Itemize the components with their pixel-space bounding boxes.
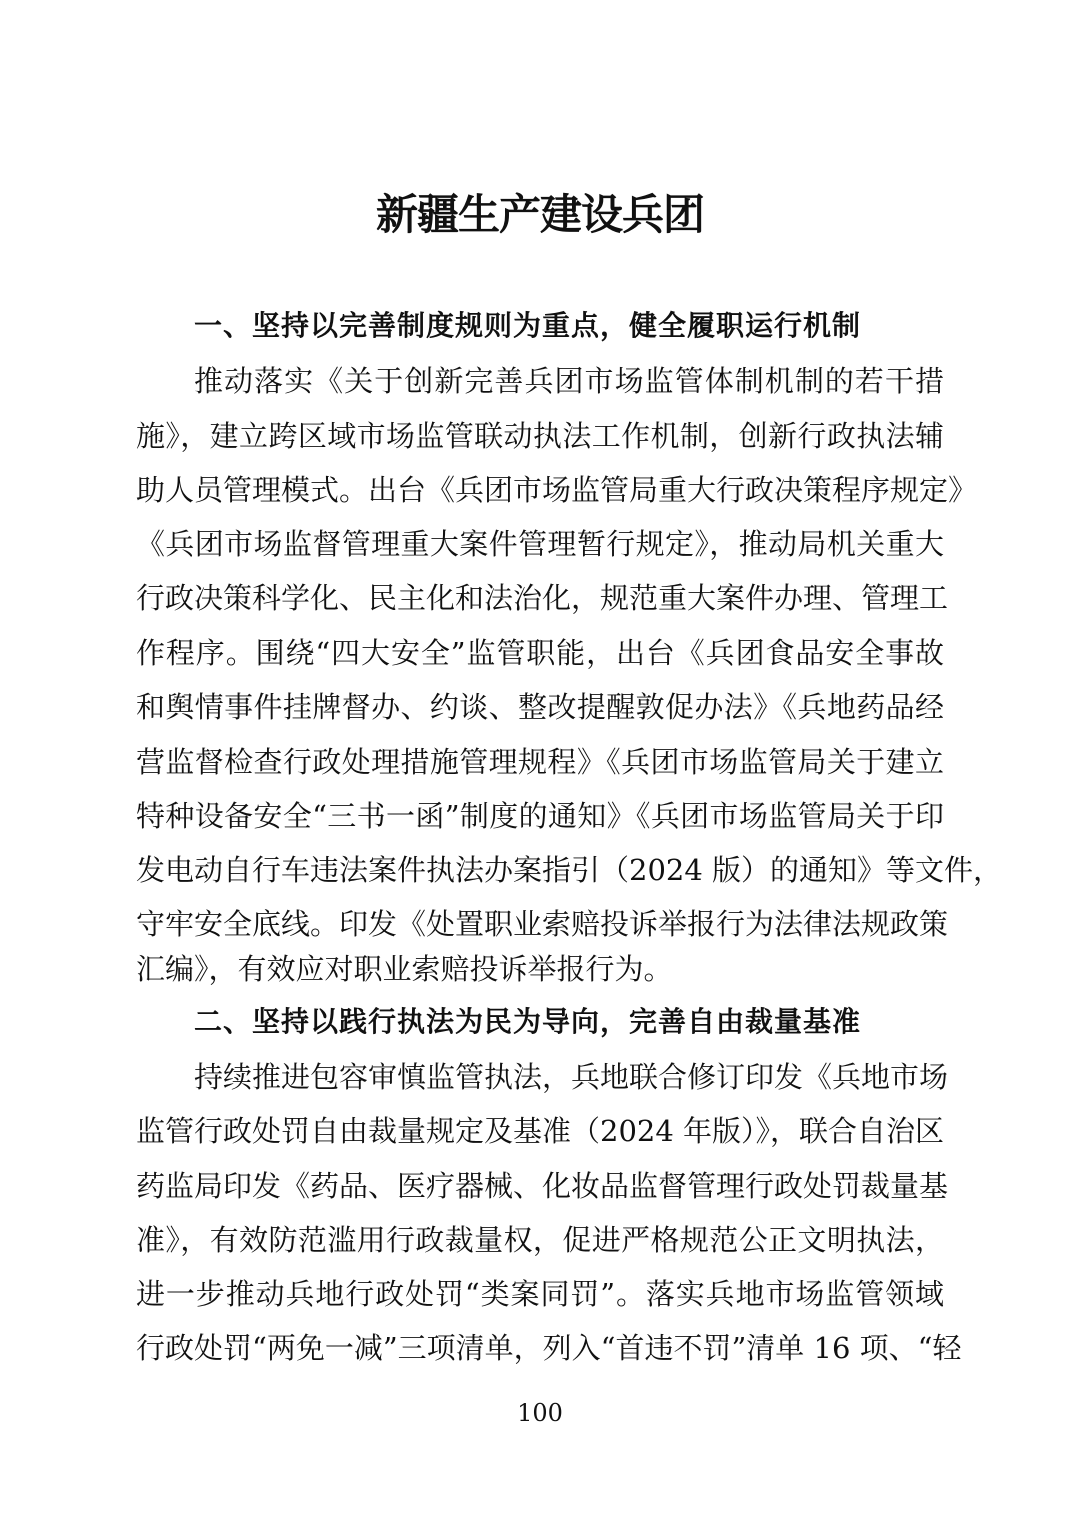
paragraph-line: 进一步推动兵地行政处罚“类案同罚”。落实兵地市场监管领域: [136, 1277, 944, 1311]
paragraph-line: 营监督检查行政处理措施管理规程》《兵团市场监管局关于建立: [136, 745, 944, 779]
paragraph-line: 行政决策科学化、民主化和法治化，规范重大案件办理、管理工: [136, 581, 949, 615]
paragraph-line: 准》，有效防范滥用行政裁量权，促进严格规范公正文明执法，: [136, 1223, 944, 1257]
paragraph-line: 《兵团市场监督管理重大案件管理暂行规定》，推动局机关重大: [136, 527, 944, 561]
paragraph-line: 行政处罚“两免一减”三项清单，列入“首违不罚”清单 16 项、“轻: [136, 1331, 962, 1365]
paragraph-line: 特种设备安全“三书一函”制度的通知》《兵团市场监管局关于印: [136, 799, 944, 833]
paragraph-line: 发电动自行车违法案件执法办案指引（2024 版）的通知》等文件，: [136, 853, 1003, 887]
paragraph-line: 药监局印发《药品、医疗器械、化妆品监督管理行政处罚裁量基: [136, 1169, 949, 1203]
paragraph-line: 作程序。围绕“四大安全”监管职能，出台《兵团食品安全事故: [136, 636, 944, 670]
paragraph-line: 守牢安全底线。印发《处置职业索赔投诉举报行为法律法规政策: [136, 907, 949, 941]
document-title: 新疆生产建设兵团: [375, 190, 704, 239]
paragraph-line: 汇编》，有效应对职业索赔投诉举报行为。: [136, 952, 673, 986]
section-heading-1: 一、坚持以完善制度规则为重点，健全履职运行机制: [194, 309, 862, 342]
paragraph-line: 和舆情事件挂牌督办、约谈、整改提醒敦促办法》《兵地药品经: [136, 690, 944, 724]
paragraph-line: 施》，建立跨区域市场监管联动执法工作机制，创新行政执法辅: [136, 419, 944, 453]
paragraph-line: 助人员管理模式。出台《兵团市场监管局重大行政决策程序规定》: [136, 473, 978, 507]
paragraph-line: 持续推进包容审慎监管执法，兵地联合修订印发《兵地市场: [194, 1060, 949, 1094]
section-heading-2: 二、坚持以践行执法为民为导向，完善自由裁量基准: [194, 1005, 862, 1038]
paragraph-line: 监管行政处罚自由裁量规定及基准（2024 年版）》，联合自治区: [136, 1114, 945, 1148]
paragraph-line: 推动落实《关于创新完善兵团市场监管体制机制的若干措: [194, 364, 944, 398]
page-number: 100: [517, 1399, 563, 1427]
